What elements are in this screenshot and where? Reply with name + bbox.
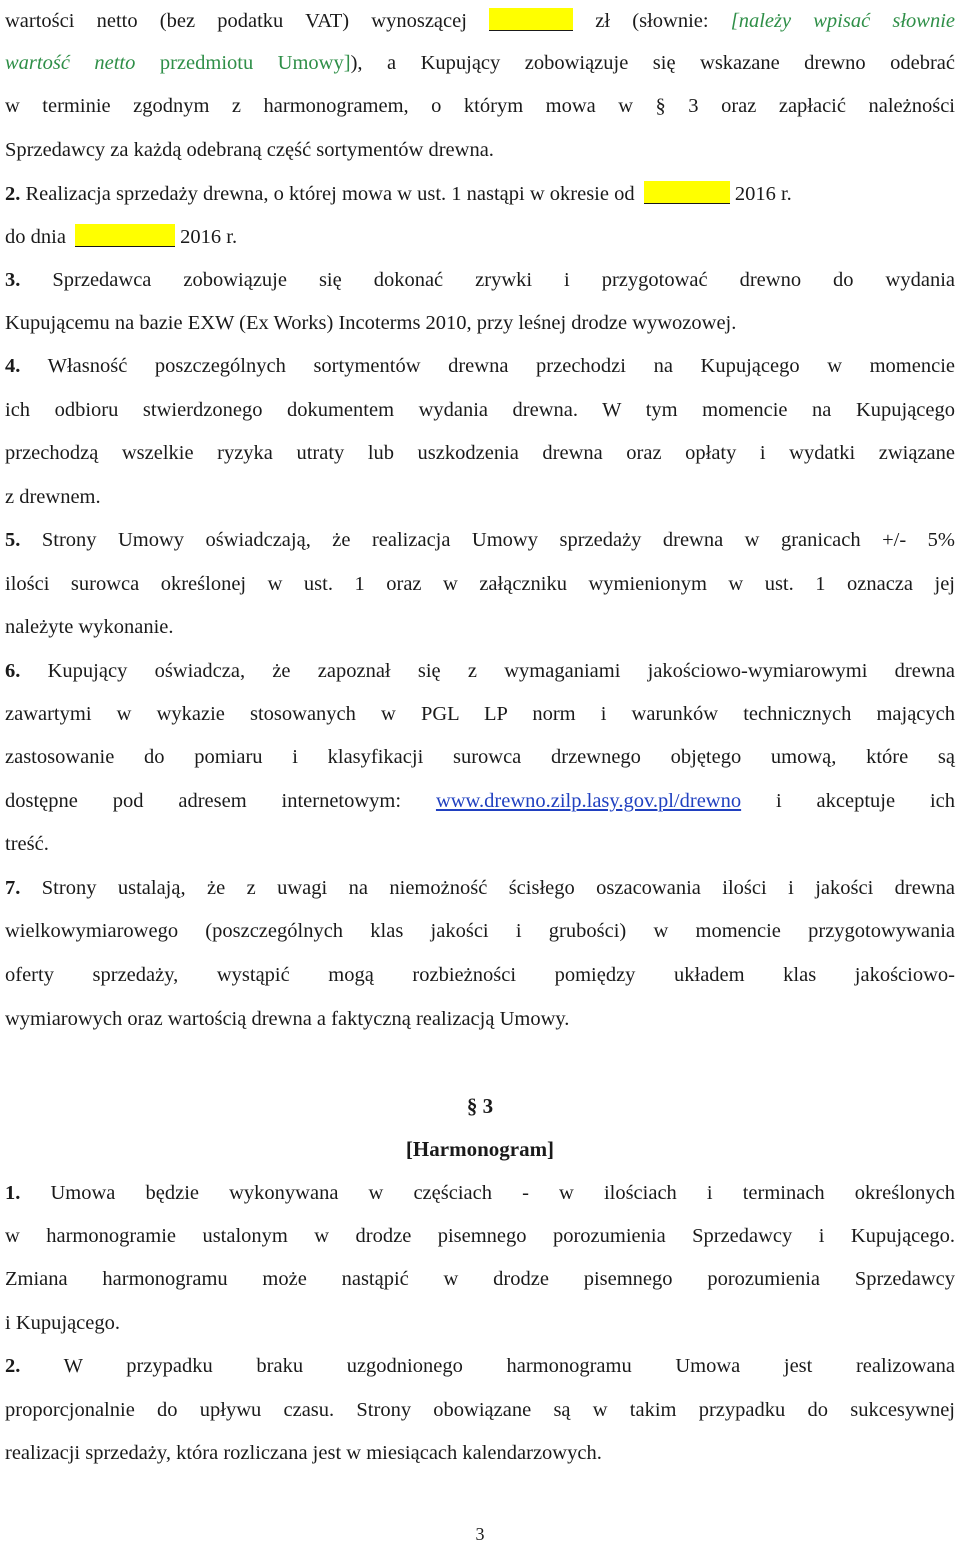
text-span: i akceptuje ich <box>776 790 956 812</box>
start-date-blank-field[interactable] <box>644 181 730 204</box>
text-line <box>5 659 955 683</box>
text-line <box>5 354 955 378</box>
text-span: zł (słownie: <box>595 10 731 32</box>
text-line: ilości surowca określonej w ust. 1 oraz w załączniku wymienionym w ust. 1 oznacza jej <box>5 573 955 595</box>
text-span: Sprzedawca zobowiązuje się dokonać zrywki i przygotować drewno do wydania <box>20 269 955 291</box>
instruction-placeholder: [należy wpisać słownie <box>730 10 956 32</box>
text-line <box>5 181 955 206</box>
amount-blank-field[interactable] <box>489 8 573 31</box>
text-line <box>5 1354 955 1378</box>
text-span: Strony Umowy oświadczają, że realizacja Umowy sprzedaży drewna w granicach +/- 5% <box>20 529 955 551</box>
text-line: z drewnem. <box>5 486 101 508</box>
text-span: Strony ustalają, że z uwagi na niemożność ścisłego oszacowania ilości i jakości drewna <box>20 877 955 899</box>
text-span: do dnia <box>5 226 66 248</box>
paragraph-number: 5. <box>5 529 21 551</box>
instruction-placeholder: wartość netto <box>5 52 136 74</box>
page-number: 3 <box>475 1524 485 1544</box>
text-line: oferty sprzedaży, wystąpić mogą rozbieżności pomiędzy układem klas jakościowo- <box>5 964 955 986</box>
text-line: ich odbioru stwierdzonego dokumentem wydania drewna. W tym momencie na Kupującego <box>5 399 955 421</box>
text-line: i Kupującego. <box>5 1312 120 1334</box>
paragraph-number: 7. <box>5 877 21 899</box>
text-line: wymiarowych oraz wartością drewna a faktyczną realizacją Umowy. <box>5 1008 570 1030</box>
text-line: zawartymi w wykazie stosowanych w PGL LP norm i warunków technicznych mających <box>5 703 955 725</box>
text-line: przechodzą wszelkie ryzyka utraty lub uszkodzenia drewna oraz opłaty i wydatki związane <box>5 442 955 464</box>
text-line: w harmonogramie ustalonym w drodze pisemnego porozumienia Sprzedawcy i Kupującego. <box>5 1225 955 1247</box>
text-line: należyte wykonanie. <box>5 616 174 638</box>
text-span: wartości netto (bez podatku VAT) wynoszącej <box>5 10 467 32</box>
end-date-blank-field[interactable] <box>75 224 175 247</box>
paragraph-number: 4. <box>5 355 21 377</box>
text-line: zastosowanie do pomiaru i klasyfikacji surowca drzewnego objętego umową, które są <box>5 746 955 768</box>
text-span: Kupujący oświadcza, że zapoznał się z wymaganiami jakościowo-wymiarowymi drewna <box>20 660 955 682</box>
section-heading: § 3 <box>466 1094 494 1118</box>
text-line <box>5 789 955 813</box>
text-line: treść. <box>5 833 49 855</box>
text-span: ), a Kupujący zobowiązuje się wskazane drewno odebrać <box>350 52 955 74</box>
paragraph-number: 6. <box>5 660 21 682</box>
text-span: Realizacja sprzedaży drewna, o której mowa w ust. 1 nastąpi w okresie od <box>20 183 635 205</box>
text-span: Umowa będzie wykonywana w częściach - w ilościach i terminach określonych <box>20 1182 955 1204</box>
text-line: w terminie zgodnym z harmonogramem, o którym mowa w § 3 oraz zapłacić należności <box>5 95 955 117</box>
text-line <box>5 224 955 249</box>
text-line <box>5 8 955 33</box>
text-line: wielkowymiarowego (poszczególnych klas jakości i grubości) w momencie przygotowywania <box>5 920 955 942</box>
text-line <box>5 876 955 900</box>
norms-website-link[interactable]: www.drewno.zilp.lasy.gov.pl/drewno <box>435 790 742 812</box>
text-line <box>5 268 955 292</box>
text-span: 2016 r. <box>729 183 792 205</box>
text-span: W przypadku braku uzgodnionego harmonogramu Umowa jest realizowana <box>20 1355 955 1377</box>
text-line: realizacji sprzedaży, która rozliczana jest w miesiącach kalendarzowych. <box>5 1442 602 1464</box>
paragraph-number: 1. <box>5 1182 21 1204</box>
section-title: [Harmonogram] <box>405 1137 555 1161</box>
text-line <box>5 51 955 75</box>
paragraph-number: 2. <box>5 1355 21 1377</box>
text-line: Zmiana harmonogramu może nastąpić w drodze pisemnego porozumienia Sprzedawcy <box>5 1268 955 1290</box>
instruction-placeholder: przedmiotu Umowy] <box>135 52 351 74</box>
text-line <box>5 1181 955 1205</box>
text-line: Kupującemu na bazie EXW (Ex Works) Incoterms 2010, przy leśnej drodze wywozowej. <box>5 312 737 334</box>
text-line: Sprzedawcy za każdą odebraną część sortymentów drewna. <box>5 139 494 161</box>
text-span: Własność poszczególnych sortymentów drewna przechodzi na Kupującego w momencie <box>20 355 955 377</box>
text-span: dostępne pod adresem internetowym: <box>5 790 402 812</box>
paragraph-number: 2. <box>5 183 21 205</box>
paragraph-number: 3. <box>5 269 21 291</box>
text-span: 2016 r. <box>175 226 238 248</box>
text-line: proporcjonalnie do upływu czasu. Strony obowiązane są w takim przypadku do sukcesywnej <box>5 1399 955 1421</box>
text-line <box>5 528 955 552</box>
